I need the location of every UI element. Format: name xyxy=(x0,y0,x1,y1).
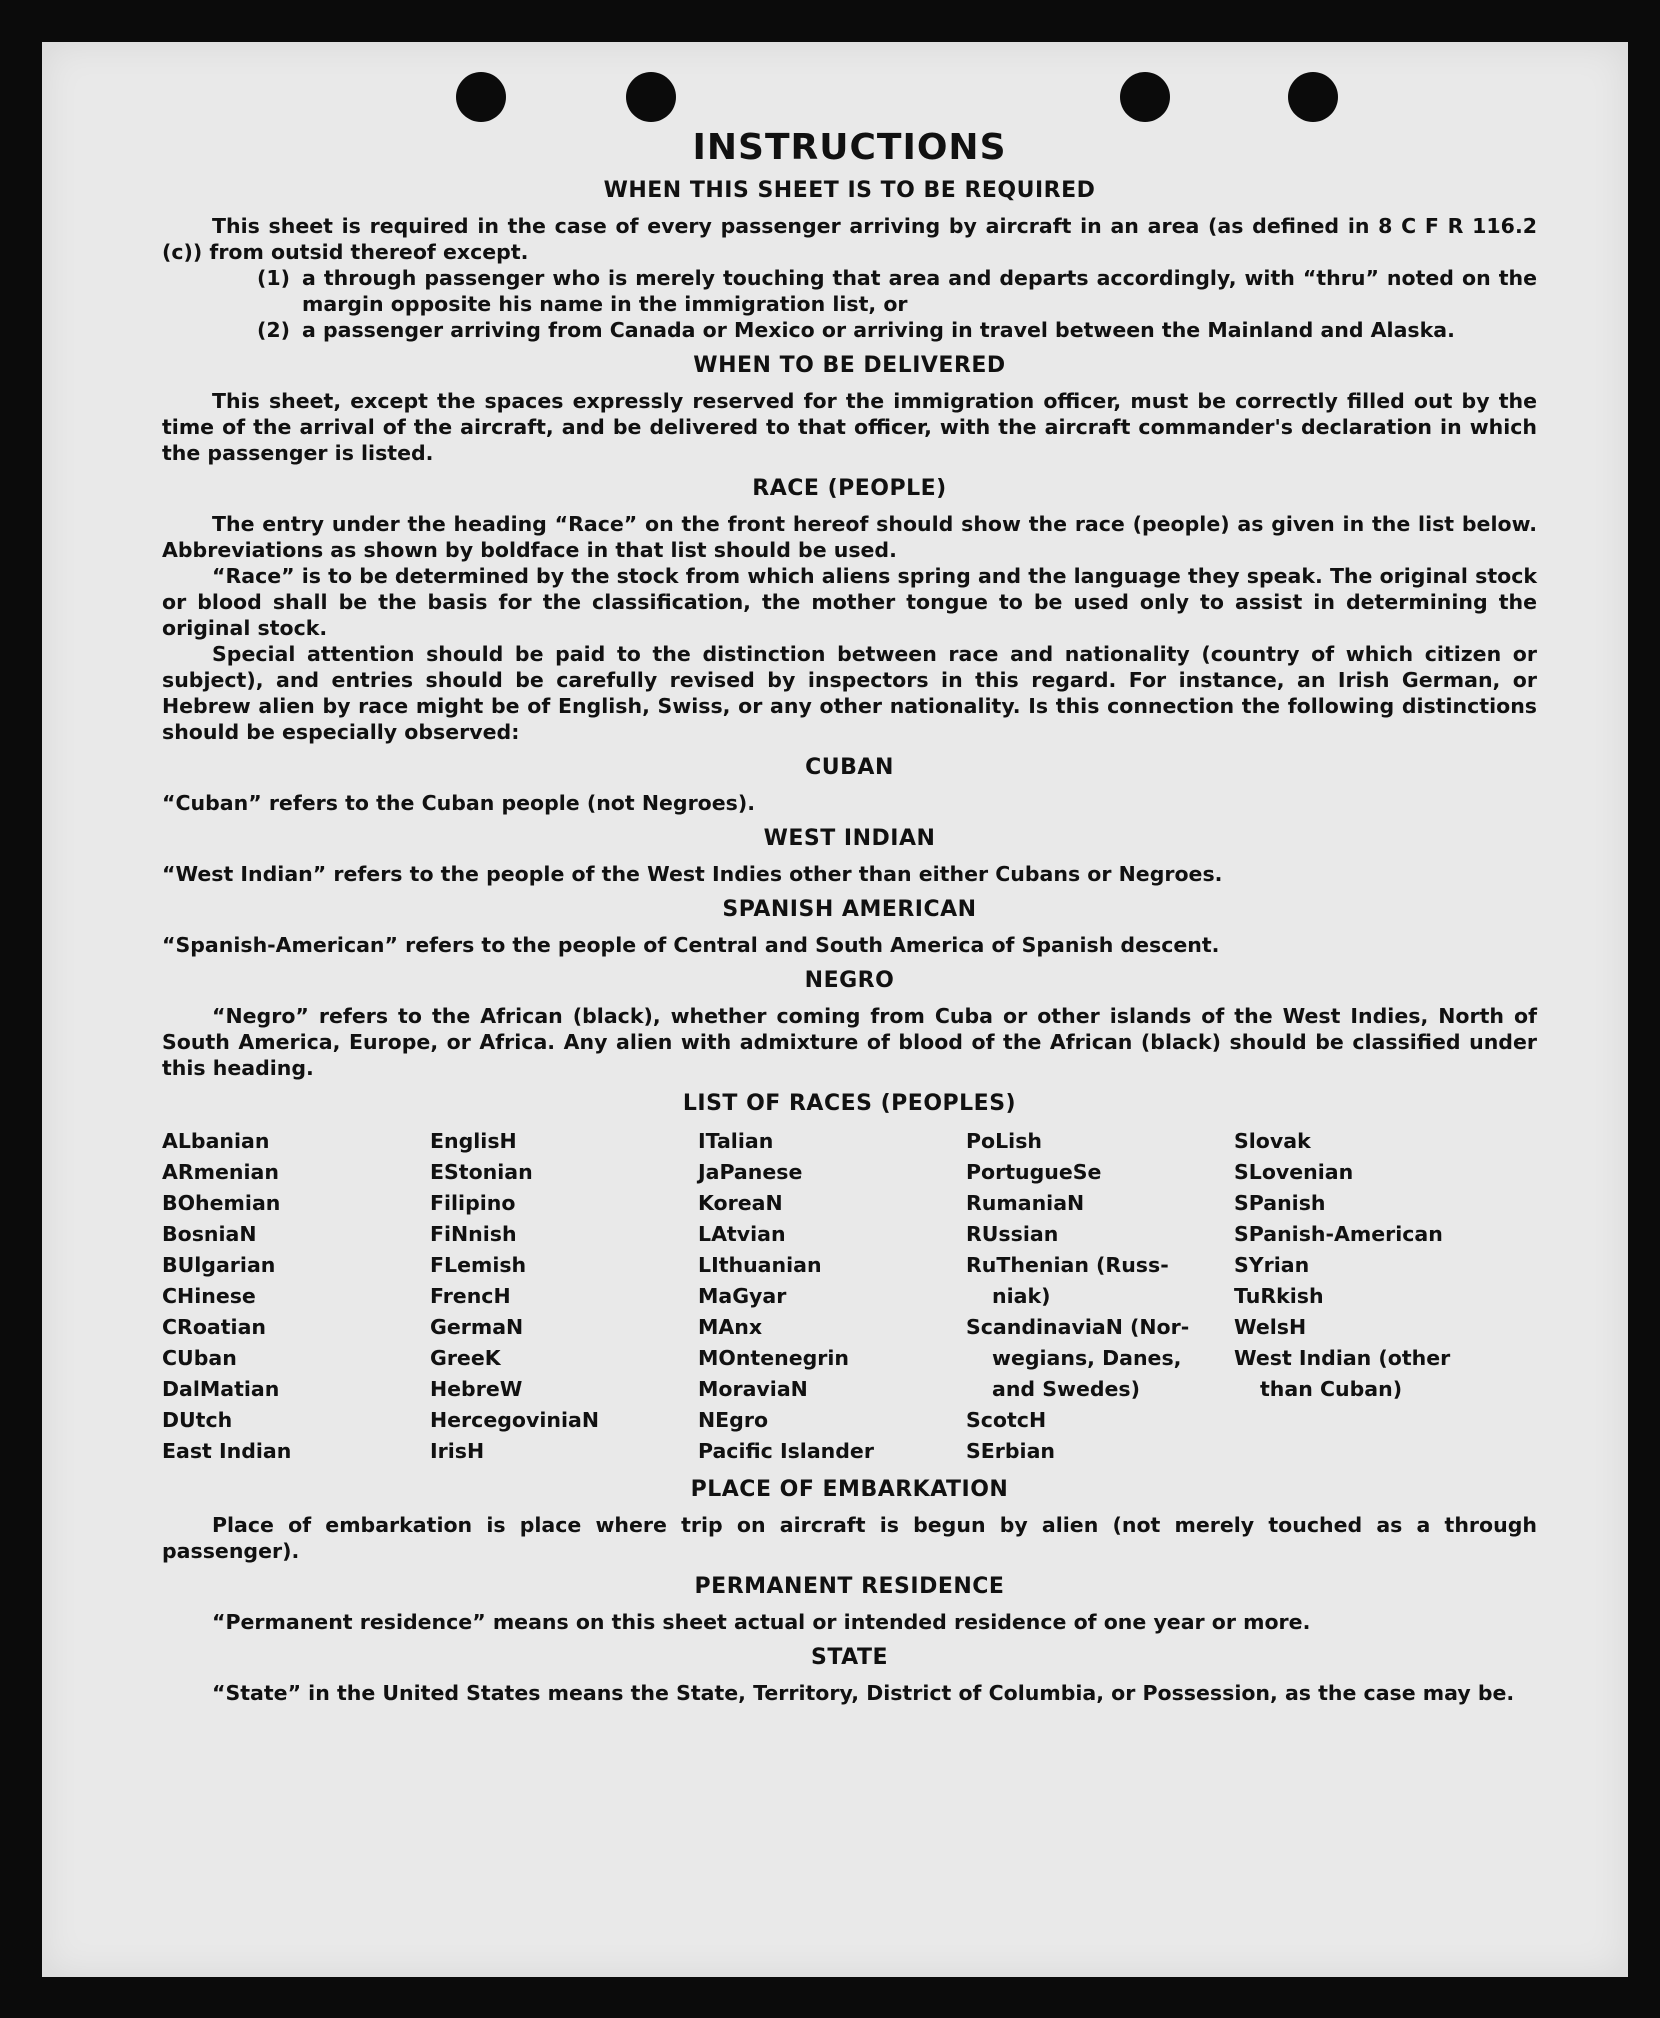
race-entry: MAnx xyxy=(698,1315,763,1339)
paragraph-race-1: The entry under the heading “Race” on the front hereof should show the race (people) as given in the list below. Abbreviations as shown by boldface in that list should be used. xyxy=(162,512,1537,562)
race-entry: BOhemian xyxy=(162,1191,281,1215)
paragraph-negro: “Negro” refers to the African (black), whether coming from Cuba or other islands of the West Indies, North of South America, Europe, or Africa. Any alien with admixture of blood of the African (black) should be classified under this heading. xyxy=(162,1004,1537,1080)
race-entry: FiNnish xyxy=(430,1222,517,1246)
race-entry: EnglisH xyxy=(430,1129,517,1153)
race-entry: SLovenian xyxy=(1234,1160,1354,1184)
paragraph-race-3: Special attention should be paid to the distinction between race and nationality (country of which citizen or subject), and entries should be carefully revised by inspectors in this regard. For instance, an Irish German, or Hebrew alien by race might be of English, Swiss, or any other nationality. Is this connection the following distinctions should be especially observed: xyxy=(162,642,1537,744)
list-item xyxy=(162,265,1537,317)
race-entry: Pacific Islander xyxy=(698,1439,874,1463)
race-entry: KoreaN xyxy=(698,1191,783,1215)
race-entry: BosniaN xyxy=(162,1222,257,1246)
race-entry: RumaniaN xyxy=(966,1191,1085,1215)
race-entry-continued: niak) xyxy=(992,1284,1051,1308)
punch-hole xyxy=(1288,72,1338,122)
heading-embarkation: PLACE OF EMBARKATION xyxy=(690,1477,1009,1502)
heading-west-indian: WEST INDIAN xyxy=(763,826,936,851)
punch-hole xyxy=(626,72,676,122)
list-item xyxy=(162,317,1537,343)
race-entry: Filipino xyxy=(430,1191,516,1215)
heading-list-of-races: LIST OF RACES (PEOPLES) xyxy=(682,1091,1017,1116)
race-entry: HebreW xyxy=(430,1377,523,1401)
race-entry: TuRkish xyxy=(1234,1284,1324,1308)
list-item-text: a passenger arriving from Canada or Mexico or arriving in travel between the Mainland and Alaska. xyxy=(302,318,1455,342)
punch-hole xyxy=(1120,72,1170,122)
race-entry: ALbanian xyxy=(162,1129,270,1153)
races-column-3 xyxy=(698,1126,966,1467)
race-entry: GreeK xyxy=(430,1346,501,1370)
instructions-content xyxy=(162,127,1537,1706)
races-column-2 xyxy=(430,1126,698,1467)
paragraph-required: This sheet is required in the case of every passenger arriving by aircraft in an area (as defined in 8 C F R 116.2 (c)) from outsid thereof except. xyxy=(162,214,1537,264)
race-entry: MaGyar xyxy=(698,1284,787,1308)
race-entry: LIthuanian xyxy=(698,1253,822,1277)
race-entry: East Indian xyxy=(162,1439,292,1463)
race-entry: HercegoviniaN xyxy=(430,1408,599,1432)
heading-when-delivered: WHEN TO BE DELIVERED xyxy=(693,353,1006,378)
heading-residence: PERMANENT RESIDENCE xyxy=(694,1574,1005,1599)
races-column-5 xyxy=(1234,1126,1534,1467)
race-entry: FrencH xyxy=(430,1284,511,1308)
race-entry: CRoatian xyxy=(162,1315,267,1339)
race-entry: CHinese xyxy=(162,1284,256,1308)
paragraph-embarkation: Place of embarkation is place where trip on aircraft is begun by alien (not merely touched as a through passenger). xyxy=(162,1513,1537,1563)
list-item-number: (2) xyxy=(257,318,291,342)
race-entry: Slovak xyxy=(1234,1129,1311,1153)
race-entry: RuThenian (Russ- xyxy=(966,1253,1169,1277)
race-entry: SErbian xyxy=(966,1439,1056,1463)
race-entry: ARmenian xyxy=(162,1160,279,1184)
race-entry: RUssian xyxy=(966,1222,1059,1246)
race-entry: DalMatian xyxy=(162,1377,280,1401)
list-item-number: (1) xyxy=(257,266,291,290)
paragraph-residence: “Permanent residence” means on this sheet actual or intended residence of one year or more. xyxy=(212,1610,1311,1634)
race-entry: FLemish xyxy=(430,1253,527,1277)
paragraph-west-indian: “West Indian” refers to the people of the West Indies other than either Cubans or Negroes. xyxy=(162,862,1223,886)
race-entry: JaPanese xyxy=(698,1160,803,1184)
races-table xyxy=(162,1126,1537,1467)
race-entry: CUban xyxy=(162,1346,237,1370)
race-entry: LAtvian xyxy=(698,1222,786,1246)
race-entry: EStonian xyxy=(430,1160,533,1184)
race-entry: ScandinaviaN (Nor- xyxy=(966,1315,1190,1339)
race-entry: West Indian (other xyxy=(1234,1346,1451,1370)
heading-cuban: CUBAN xyxy=(805,755,894,780)
race-entry-continued: wegians, Danes, xyxy=(992,1346,1182,1370)
race-entry: SPanish-American xyxy=(1234,1222,1443,1246)
race-entry-continued: than Cuban) xyxy=(1260,1377,1403,1401)
race-entry: MoraviaN xyxy=(698,1377,808,1401)
race-entry: PortugueSe xyxy=(966,1160,1102,1184)
heading-spanish-american: SPANISH AMERICAN xyxy=(722,897,977,922)
list-item-text: a through passenger who is merely touching that area and departs accordingly, with “thru” noted on the margin opposite his name in the immigration list, or xyxy=(302,266,1537,316)
heading-when-required: WHEN THIS SHEET IS TO BE REQUIRED xyxy=(603,178,1096,203)
paragraph-delivered: This sheet, except the spaces expressly reserved for the immigration officer, must be correctly filled out by the time of the arrival of the aircraft, and be delivered to that officer, with the aircraft commander's declaration in which the passenger is listed. xyxy=(162,389,1537,465)
page-title: INSTRUCTIONS xyxy=(692,127,1007,168)
race-entry: ScotcH xyxy=(966,1408,1047,1432)
race-entry: WelsH xyxy=(1234,1315,1307,1339)
race-entry-continued: and Swedes) xyxy=(992,1377,1140,1401)
heading-race: RACE (PEOPLE) xyxy=(752,476,947,501)
document-page xyxy=(42,42,1628,1977)
races-column-4 xyxy=(966,1126,1234,1467)
races-column-1 xyxy=(162,1126,430,1467)
paragraph-race-2: “Race” is to be determined by the stock from which aliens spring and the language they speak. The original stock or blood shall be the basis for the classification, the mother tongue to be used only to assist in determining the original stock. xyxy=(162,564,1537,640)
race-entry: DUtch xyxy=(162,1408,233,1432)
race-entry: IrisH xyxy=(430,1439,485,1463)
paragraph-spanish-american: “Spanish-American” refers to the people of Central and South America of Spanish descent. xyxy=(162,933,1220,957)
race-entry: PoLish xyxy=(966,1129,1042,1153)
punch-hole xyxy=(456,72,506,122)
heading-state: STATE xyxy=(811,1645,888,1670)
race-entry: ITalian xyxy=(698,1129,774,1153)
heading-negro: NEGRO xyxy=(804,968,895,993)
paragraph-cuban: “Cuban” refers to the Cuban people (not Negroes). xyxy=(162,791,756,815)
race-entry: MOntenegrin xyxy=(698,1346,850,1370)
race-entry: SPanish xyxy=(1234,1191,1326,1215)
race-entry: NEgro xyxy=(698,1408,769,1432)
race-entry: GermaN xyxy=(430,1315,524,1339)
race-entry: BUlgarian xyxy=(162,1253,276,1277)
paragraph-state: “State” in the United States means the State, Territory, District of Columbia, or Possession, as the case may be. xyxy=(212,1681,1515,1705)
race-entry: SYrian xyxy=(1234,1253,1310,1277)
